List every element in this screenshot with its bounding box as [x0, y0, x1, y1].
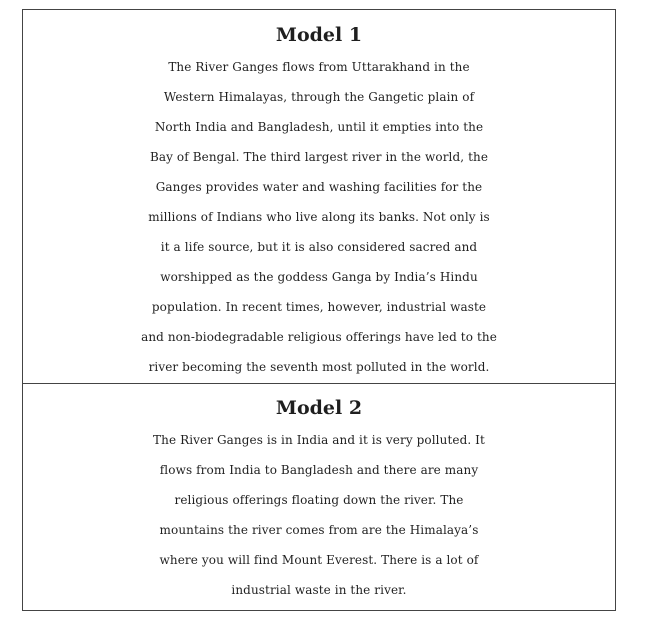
text-line: industrial waste in the river.	[231, 583, 407, 597]
model-2-cell	[23, 384, 615, 610]
text-line: millions of Indians who live along its banks. Not only is	[148, 210, 490, 224]
text-line: mountains the river comes from are the Himalaya’s	[159, 523, 479, 537]
text-line: where you will find Mount Everest. There is a lot of	[159, 553, 479, 567]
text-line: it a life source, but it is also considered sacred and	[160, 240, 478, 254]
text-line: Bay of Bengal. The third largest river in the world, the	[149, 150, 489, 164]
model-1-title: Model 1	[275, 24, 363, 46]
text-line: Ganges provides water and washing facilities for the	[155, 180, 483, 194]
text-line: and non-biodegradable religious offerings have led to the	[141, 330, 497, 344]
models-table	[22, 9, 616, 611]
text-line: population. In recent times, however, industrial waste	[151, 300, 487, 314]
model-2-title: Model 2	[275, 397, 363, 419]
model-1-text	[23, 52, 615, 382]
model-1-cell	[23, 10, 615, 384]
text-line: flows from India to Bangladesh and there are many	[159, 463, 479, 477]
text-line: worshipped as the goddess Ganga by India’s Hindu	[160, 270, 478, 284]
text-line: The River Ganges is in India and it is very polluted. It	[153, 433, 485, 447]
text-line: river becoming the seventh most polluted in the world.	[148, 360, 490, 374]
text-line: North India and Bangladesh, until it empties into the	[154, 120, 484, 134]
model-2-text	[23, 425, 615, 605]
text-line: Western Himalayas, through the Gangetic plain of	[163, 90, 475, 104]
text-line: The River Ganges flows from Uttarakhand in the	[168, 60, 470, 74]
text-line: religious offerings floating down the river. The	[174, 493, 464, 507]
